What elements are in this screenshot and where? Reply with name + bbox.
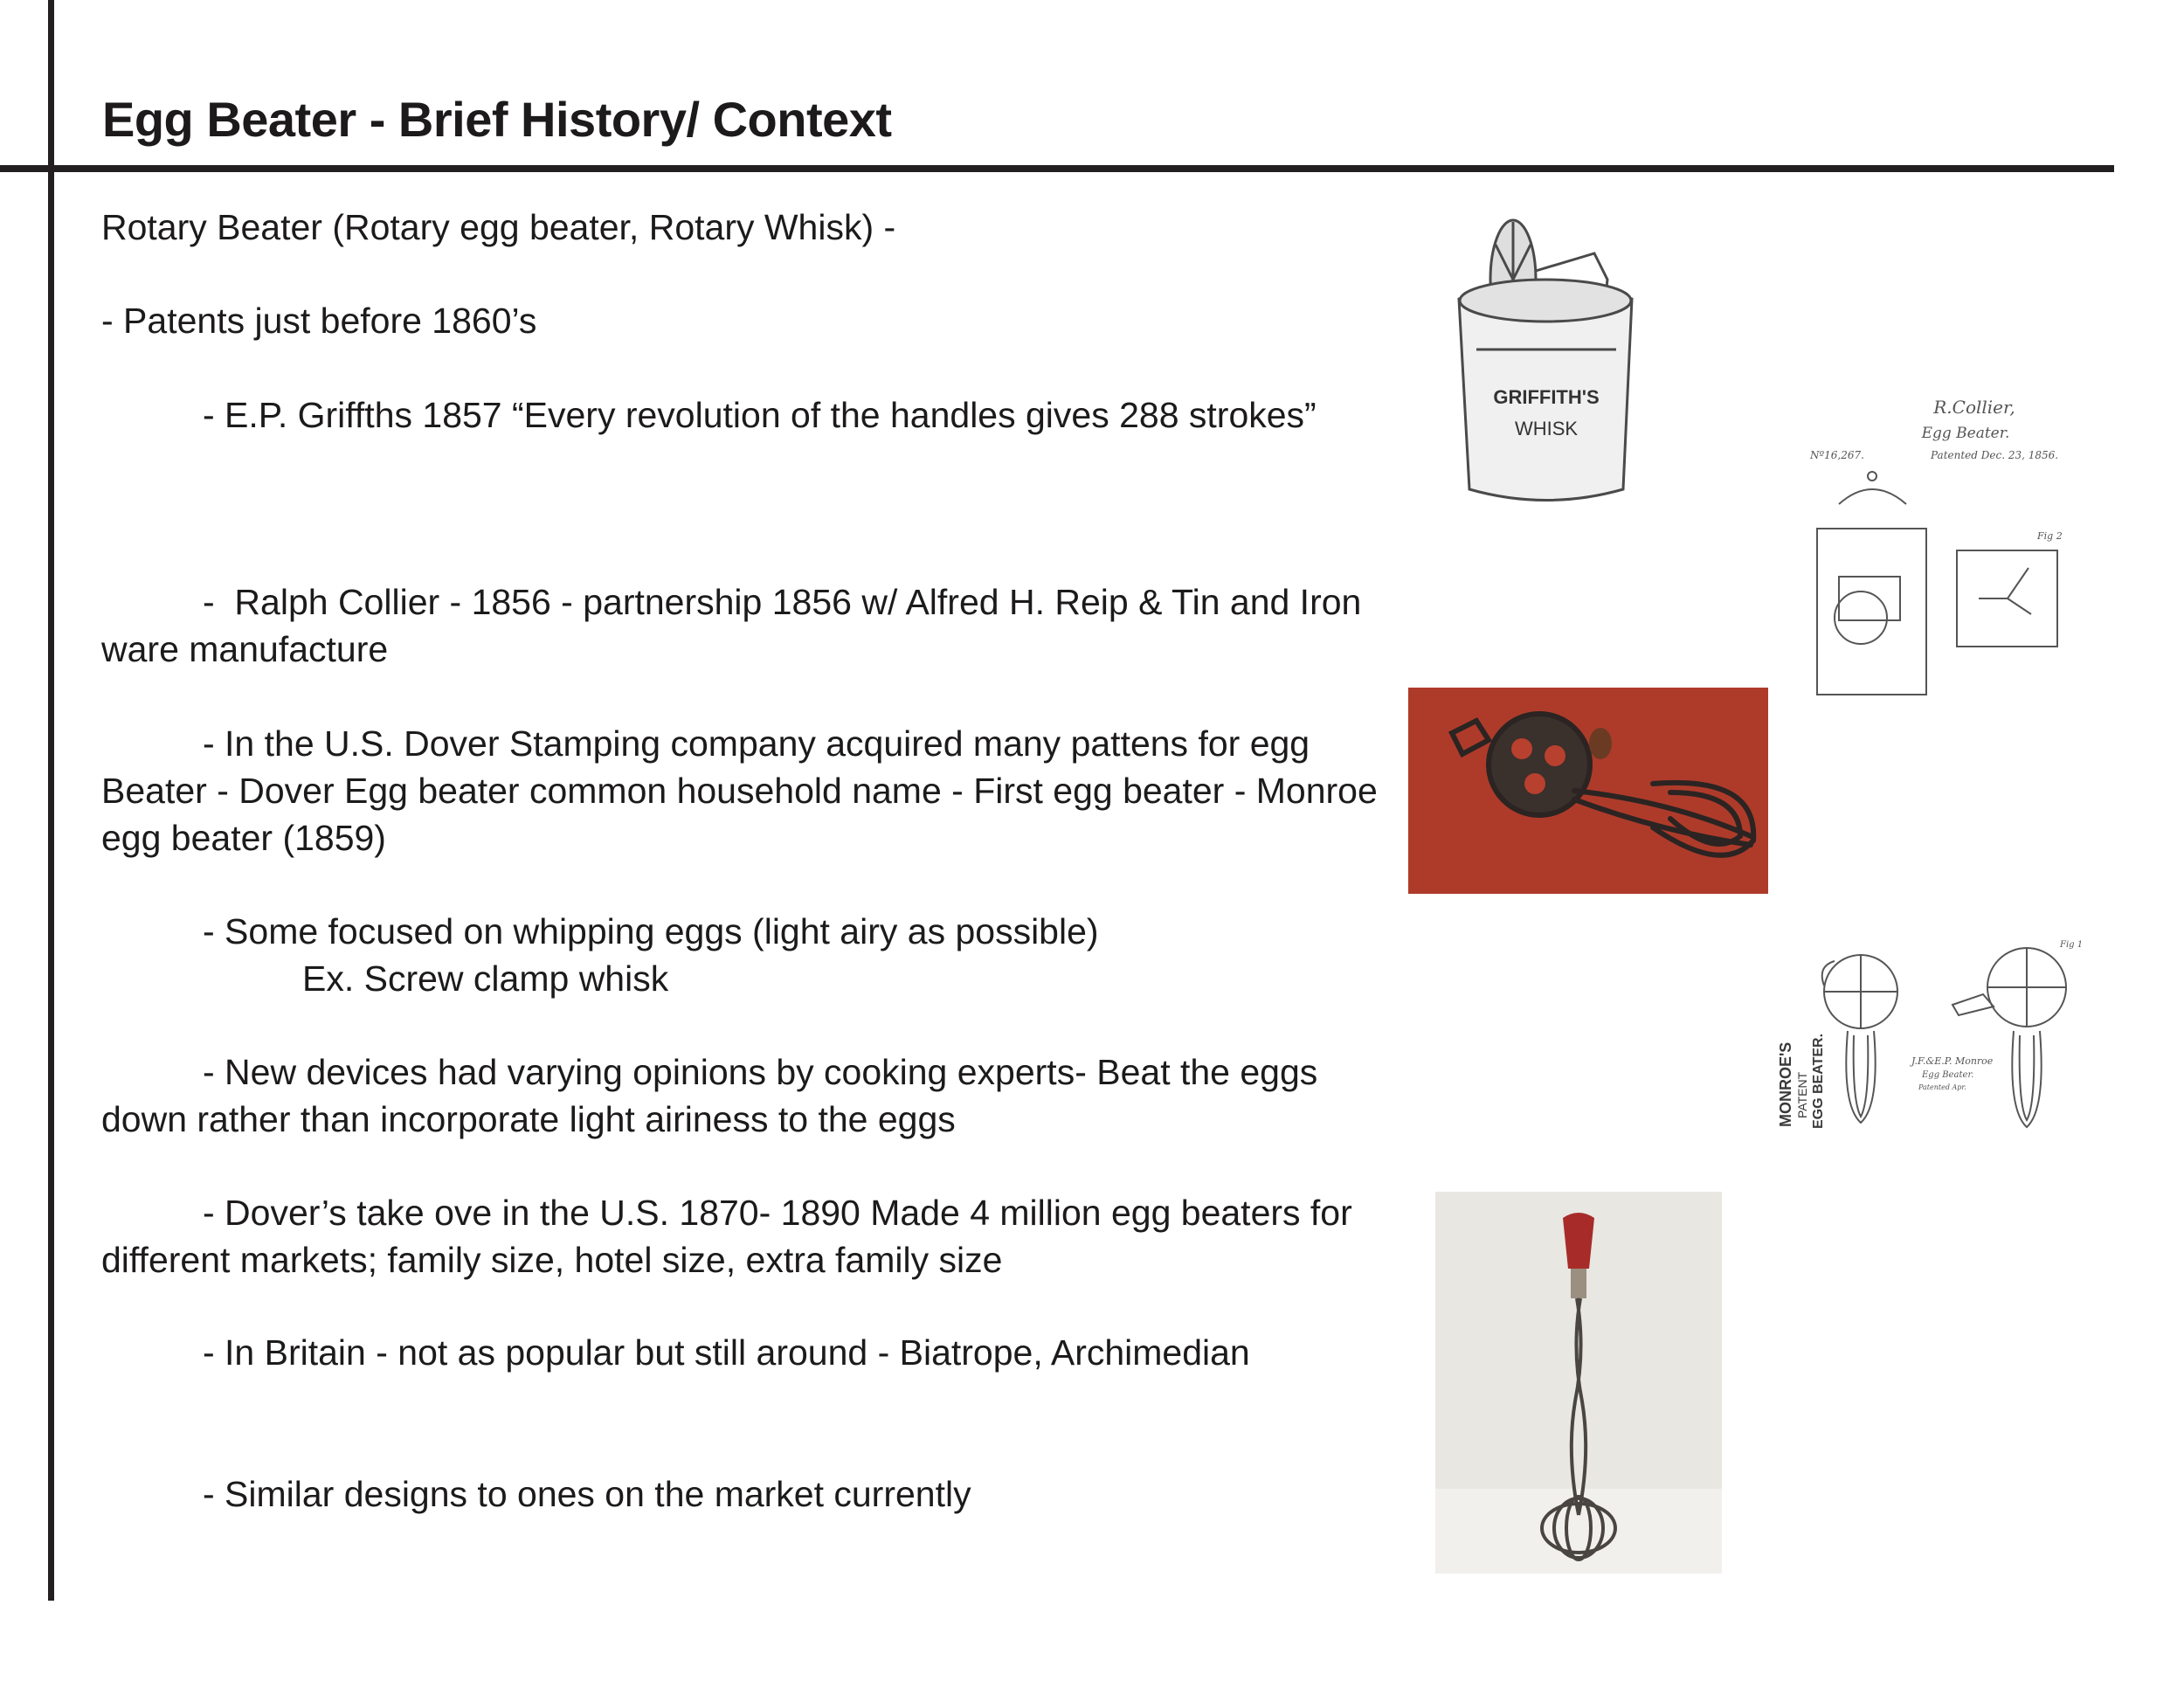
griffiths-label-2: WHISK	[1514, 418, 1579, 439]
collier-paragraph: - Ralph Collier - 1856 - partnership 1856 w/ Alfred H. Reip & Tin and Iron ware manufacture	[101, 582, 1372, 669]
monroe-caption-2: Egg Beater.	[1922, 1070, 1974, 1080]
monroe-caption-3: Patented Apr.	[1918, 1083, 1966, 1091]
monroe-caption-1: J.F.&E.P. Monroe	[1911, 1055, 1994, 1067]
patents-line: - Patents just before 1860’s	[101, 301, 537, 341]
collier-number: Nº16,267.	[1810, 449, 1864, 461]
opinions-paragraph: - New devices had varying opinions by cooking experts- Beat the eggs down rather than incorporate light airiness to the eggs	[101, 1052, 1328, 1139]
screw-clamp-line: Ex. Screw clamp whisk	[302, 958, 669, 999]
title-underline-rule	[0, 165, 2114, 172]
monroe-patent-word: PATENT	[1795, 1071, 1809, 1118]
griffiths-whisk-illustration	[1415, 210, 1677, 511]
slide-title: Egg Beater - Brief History/ Context	[102, 92, 892, 147]
collier-name: R.Collier,	[1933, 397, 2015, 418]
monroe-product: EGG BEATER.	[1811, 1033, 1826, 1129]
intro-line: Rotary Beater (Rotary egg beater, Rotary Whisk) -	[101, 207, 896, 247]
whipping-paragraph: - Some focused on whipping eggs (light airy as possible)	[203, 911, 1099, 951]
red-handle-whisk-photo	[1435, 1192, 1722, 1574]
collier-fig-label: Fig 2	[2037, 530, 2063, 542]
vintage-egg-beater-photo	[1408, 688, 1768, 894]
similar-designs-paragraph: - Similar designs to ones on the market currently	[203, 1474, 971, 1514]
britain-paragraph: - In Britain - not as popular but still around - Biatrope, Archimedian	[203, 1332, 1250, 1373]
collier-subtitle: Egg Beater.	[1921, 425, 2010, 442]
collier-patent-drawing	[1800, 389, 2070, 699]
griffiths-paragraph: - E.P. Griffths 1857 “Every revolution of the handles gives 288 strokes”	[203, 395, 1317, 435]
dover-takeover-paragraph: - Dover’s take ove in the U.S. 1870- 1890 Made 4 million egg beaters for different markets; family size, hotel size, extra family size	[101, 1193, 1363, 1280]
griffiths-label-1: GRIFFITH'S	[1493, 386, 1600, 408]
dover-paragraph: - In the U.S. Dover Stamping company acquired many pattens for egg Beater - Dover Egg beater common household name - First egg beater - Monroe egg beater (1859)	[101, 723, 1388, 858]
collier-date: Patented Dec. 23, 1856.	[1931, 449, 2059, 461]
monroe-fig-label: Fig 1	[2060, 940, 2084, 950]
left-vertical-rule	[48, 0, 54, 1601]
monroe-vertical-text: MONROE'S	[1777, 1041, 1794, 1127]
monroe-patent-drawing	[1765, 935, 2097, 1145]
